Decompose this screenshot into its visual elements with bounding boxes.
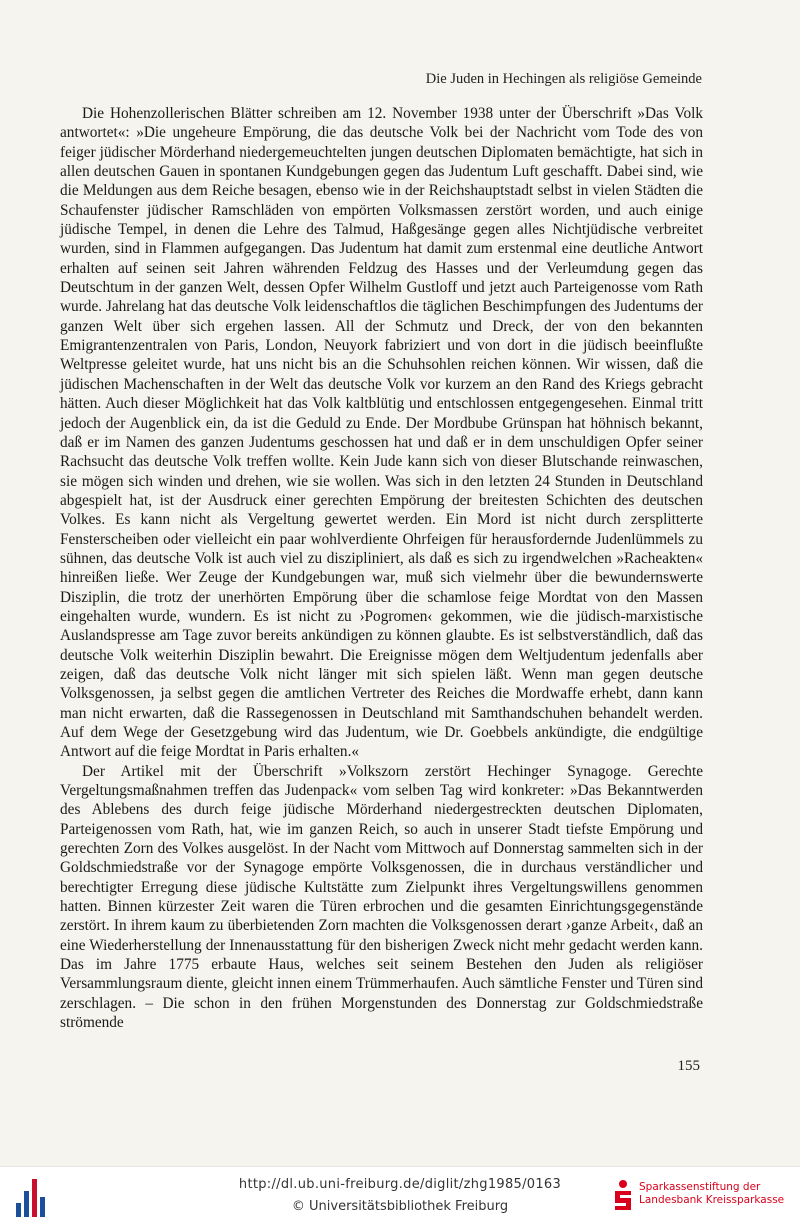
- running-head: Die Juden in Hechingen als religiöse Gemeinde: [425, 71, 702, 87]
- ub-freiburg-logo-icon[interactable]: [16, 1179, 50, 1217]
- footer-bar: [0, 1166, 800, 1227]
- sponsor-line-2: Landesbank Kreissparkasse: [639, 1194, 785, 1206]
- page-number: 155: [677, 1058, 700, 1074]
- footer-url-link[interactable]: http://dl.ub.uni-freiburg.de/diglit/zhg1985/0163: [238, 1177, 562, 1192]
- paragraph: Der Artikel mit der Überschrift »Volkszorn zerstört Hechinger Synagoge. Gerechte Vergeltungsmaßnahmen treffen das Judenpack« vom selben Tag wird konkreter: »Das Bekanntwerden des Ablebens des durch feige jüdische Mörderhand niedergestreckten deutschen Diplomaten, Parteigenossen vom Rath, hat, wie im ganzen Reich, so auch in unserer Stadt tiefste Empörung und gerechten Zorn des Volkes ausgelöst. In der Nacht vom Mittwoch auf Donnerstag sammelten sich in der Goldschmiedstraße vor der Synagoge empörte Volksgenossen, die in durchaus verständlicher und berechtigter Erregung diese jüdische Kultstätte zum Zielpunkt ihres Vergeltungswillens genommen hatten. Binnen kürzester Zeit waren die Türen erbrochen und die gesamten Einrichtungsgegenstände zerstört. In ihrem kaum zu überbietenden Zorn machten die Volksgenossen derart ›ganze Arbeit‹, daß an eine Wiederherstellung der Innenausstattung für den bisherigen Zweck nicht mehr gedacht werden kann. Das im Jahre 1775 erbaute Haus, welches seit seinem Bestehen den Juden als religiöser Versammlungsraum diente, gleicht innen einem Trümmerhaufen. Auch sämtliche Fenster und Türen sind zerschlagen. – Die schon in den frühen Morgenstunden des Donnerstag zur Goldschmiedstraße strömende: [60, 762, 703, 1032]
- sponsor-text: [639, 1181, 794, 1207]
- body-text: [60, 104, 703, 1033]
- sponsor-line-1: Sparkassenstiftung der: [639, 1181, 761, 1193]
- sparkasse-logo-icon: [612, 1179, 634, 1213]
- sparkasse-sponsor[interactable]: [612, 1179, 792, 1219]
- footer-copyright: © Universitätsbibliothek Freiburg: [291, 1199, 509, 1214]
- paragraph: Die Hohenzollerischen Blätter schreiben am 12. November 1938 unter der Überschrift »Das Volk antwortet«: »Die ungeheure Empörung, die das deutsche Volk bei der Nachricht vom Tode des von feiger jüdischer Mörderhand niedergemeuchtelten jungen deutschen Diplomaten bemächtigte, hat sich in allen deutschen Gauen in spontanen Kundgebungen gegen das Judentum Luft geschafft. Dabei sind, wie die Meldungen aus dem Reiche besagen, ebenso wie in der Reichshauptstadt selbst in vielen Städten die Schaufenster jüdischer Ramschläden von empörten Volksmassen zerstört worden, und auch einige jüdische Tempel, in denen die Lehre des Talmud, Haßgesänge gegen alles Nichtjüdische verbreitet wurden, sind in Flammen aufgegangen. Das Judentum hat damit zum erstenmal eine deutliche Antwort erhalten auf seinen seit Jahren währenden Feldzug des Hasses und der Verleumdung gegen das Deutschtum in der ganzen Welt, dessen Opfer Wilhelm Gustloff und jetzt auch Parteigenosse vom Rath wurde. Jahrelang hat das deutsche Volk leidenschaftlos die täglichen Beschimpfungen des Judentums der ganzen Welt über sich ergehen lassen. All der Schmutz und Dreck, der von den bekannten Emigrantenzentralen von Paris, London, Neuyork fabriziert und von dort in die jüdisch beeinflußte Weltpresse geleitet wurde, hat uns nicht bis an die Schuhsohlen reichen können. Wir wissen, daß die jüdischen Machenschaften in der Welt das deutsche Volk vor kurzem an den Rand des Kriegs gebracht hätten. Auch dieser Möglichkeit hat das Volk kaltblütig und entschlossen entgegengesehen. Einmal tritt jedoch der Augenblick ein, da ist die Geduld zu Ende. Der Mordbube Grünspan hat höhnisch bekannt, daß er im Namen des ganzen Judentums geschossen hat und daß er in dem unschuldigen Opfer seiner Rachsucht das deutsche Volk treffen wollte. Kein Jude kann sich von dieser Blutschande reinwaschen, sie mögen sich winden und drehen, wie sie wollen. Was sich in den letzten 24 Stunden in Deutschland abgespielt hat, ist der Ausdruck einer gerechten Empörung der breitesten Schichten des deutschen Volkes. Es kann nicht als Vergeltung gewertet werden. Ein Mord ist nicht durch zersplitterte Fensterscheiben oder vielleicht ein paar wohlverdiente Ohrfeigen für herausfordernde Judenlümmels zu sühnen, das deutsche Volk ist auch viel zu diszipliniert, als daß es sich zu irgendwelchen »Racheakten« hinreißen ließe. Wer Zeuge der Kundgebungen war, muß sich vielmehr über die bewundernswerte Disziplin, die trotz der unerhörten Empörung über die schamlose feige Mordtat von den Massen eingehalten wurde, wundern. Es ist nicht zu ›Pogromen‹ gekommen, wie die jüdisch-marxistische Auslandspresse am Tage zuvor bereits ankündigen zu können glaubte. Es ist selbstverständlich, daß das deutsche Volk weiterhin Disziplin bewahrt. Die Ereignisse mögen dem Weltjudentum jedenfalls aber zeigen, daß das deutsche Volk nicht länger mit sich spielen läßt. Wenn man gegen deutsche Volksgenossen, ja selbst gegen die amtlichen Vertreter des Reiches die Mordwaffe erhebt, dann kann man nicht erwarten, daß die Rassegenossen in Deutschland mit Samthandschuhen behandelt werden. Auf dem Wege der Gesetzgebung wird das Judentum, wie Dr. Goebbels ankündigte, die endgültige Antwort auf die feige Mordtat in Paris erhalten.«: [60, 105, 704, 761]
